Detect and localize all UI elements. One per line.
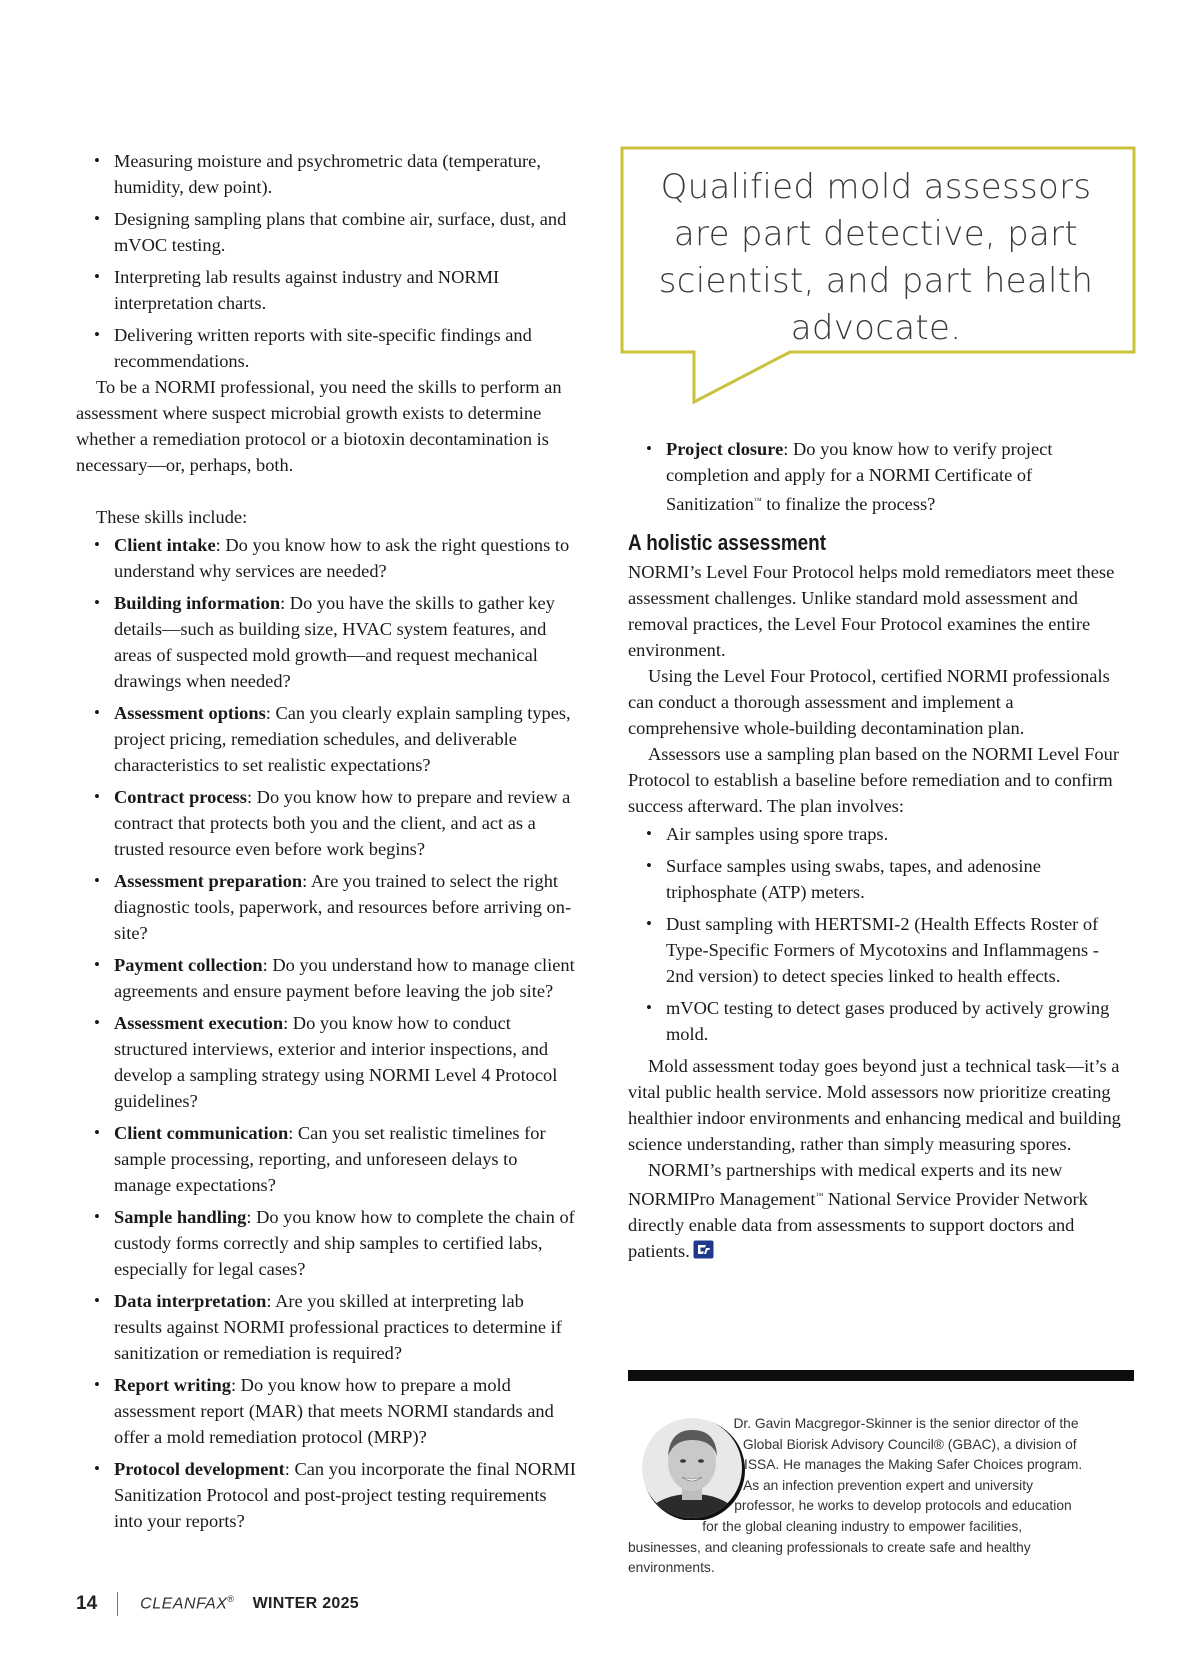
skill-term: Report writing [114,1375,231,1395]
skill-term: Building information [114,593,281,613]
skill-text: : Do you understand how to manage client agreements and ensure payment before leaving the job site? [114,955,575,1001]
skill-text: : Do you know how to conduct structured interviews, exterior and interior inspections, and develop a sampling strategy using NORMI Level 4 Protocol guidelines? [114,1013,558,1111]
list-item [76,952,576,1004]
magazine-name: CLEANFAX® [140,1594,235,1613]
trademark: ™ [753,496,762,505]
list-item [76,868,576,946]
skill-term: Assessment preparation [114,871,303,891]
trademark: ™ [815,1191,824,1201]
skill-text: : Can you incorporate the final NORMI Sanitization Protocol and post-project testing requirements into your reports? [114,1459,576,1531]
paragraph: Mold assessment today goes beyond just a technical task—it’s a vital public health service. Mold assessors now prioritize creating healthier indoor environments and enhancing medical and building science understanding, rather than simply measuring spores. [628,1056,1121,1155]
skill-text: : Do you have the skills to gather key details—such as building size, HVAC system features, and areas of suspected mold growth—and request mechanical drawings when needed? [114,593,555,691]
list-item: • Dust sampling with HERTSMI-2 (Health Effects Roster of Type-Specific Formers of Mycotoxins and Inflammagens - 2nd version) to detect species linked to health effects. [628,911,1128,989]
list-item [76,700,576,778]
paragraph: Assessors use a sampling plan based on the NORMI Level Four Protocol to establish a baseline before remediation and to confirm success afterward. The plan involves: [628,744,1119,817]
skill-text: : Do you know how to prepare a mold assessment report (MAR) that meets NORMI standards and offer a mold remediation protocol (MRP)? [114,1375,554,1447]
bio-divider [628,1370,1134,1381]
skill-term: Protocol development [114,1459,285,1479]
intro-paragraph: To be a NORMI professional, you need the skills to perform an assessment where suspect microbial growth exists to determine whether a remediation protocol or a biotoxin decontamination is necessary—or, perhaps, both. [76,377,562,475]
skill-term: Sample handling [114,1207,247,1227]
list-item: • Designing sampling plans that combine air, surface, dust, and mVOC testing. [76,206,576,258]
pull-quote [620,146,1136,408]
end-mark-icon [693,1240,714,1259]
list-item [628,436,1128,517]
list-item [76,1372,576,1450]
left-column [76,148,576,1540]
issue-label: WINTER 2025 [252,1595,360,1612]
skill-text: : Can you clearly explain sampling types, project pricing, remediation schedules, and deliverable characteristics to set realistic expectations? [114,703,571,775]
top-bullet-list [76,148,576,374]
right-column [628,436,1128,1264]
list-item: • Interpreting lab results against industry and NORMI interpretation charts. [76,264,576,316]
list-item: • Surface samples using swabs, tapes, and adenosine triphosphate (ATP) meters. [628,853,1128,905]
list-item [76,532,576,584]
skill-text: : Are you trained to select the right diagnostic tools, paperwork, and resources before arriving on-site? [114,871,572,943]
list-item [76,1204,576,1282]
skill-term: Client intake [114,535,216,555]
skill-text: : Can you set realistic timelines for sample processing, reporting, and unforeseen delays to manage expectations? [114,1123,546,1195]
skill-term: Data interpretation [114,1291,267,1311]
list-item: • Air samples using spore traps. [628,821,1128,847]
final-text-end: National Service Provider Network directly enable data from assessments to support doctors and patients. [628,1189,1088,1262]
list-item [76,1288,576,1366]
plan-bullet-list [628,821,1128,1047]
skills-list [76,532,576,1534]
list-item [76,1456,576,1534]
skill-term: Contract process [114,787,247,807]
list-item [76,1010,576,1114]
paragraph: Using the Level Four Protocol, certified NORMI professionals can conduct a thorough assessment and implement a comprehensive whole-building decontamination plan. [628,666,1110,739]
skill-term: Client communication [114,1123,289,1143]
skills-lead: These skills include: [96,507,248,527]
list-item: • mVOC testing to detect gases produced by actively growing mold. [628,995,1128,1047]
skill-term: Assessment options [114,703,266,723]
list-item [76,1120,576,1198]
final-paragraph [628,1157,1128,1264]
skill-text: : Are you skilled at interpreting lab results against NORMI professional practices to determine if sanitization or remediation is required? [114,1291,562,1363]
page-footer [76,1590,359,1618]
closure-text-end: to finalize the process? [761,494,936,515]
skill-term: Assessment execution [114,1013,284,1033]
page-number: 14 [76,1593,98,1614]
skill-text: : Do you know how to ask the right questions to understand why services are needed? [114,535,570,581]
skill-text: : Do you know how to complete the chain of custody forms correctly and ship samples to certified labs, especially for legal cases? [114,1207,575,1279]
closure-term: Project closure [666,439,784,459]
footer-divider [117,1592,118,1616]
section-heading: A holistic assessment [628,530,827,556]
final-text: NORMI’s partnerships with medical experts and its new NORMIPro Management [628,1160,1063,1210]
paragraph: NORMI’s Level Four Protocol helps mold remediators meet these assessment challenges. Unlike standard mold assessment and removal practices, the Level Four Protocol examines the entire environment. [628,562,1115,661]
skill-term: Payment collection [114,955,263,975]
closure-text: : Do you know how to verify project completion and apply for a NORMI Certificate of Sanitization [666,439,1053,515]
list-item: • Measuring moisture and psychrometric data (temperature, humidity, dew point). [76,148,576,200]
author-photo [628,1416,746,1520]
list-item: • Delivering written reports with site-specific findings and recommendations. [76,322,576,374]
closure-list [628,436,1128,517]
list-item [76,784,576,862]
bio-text: Dr. Gavin Macgregor-Skinner is the senior director of the Global Biorisk Advisory Council® (GBAC), a division of ISSA. He manages the Making Safer Choices program. As an infection prevention expert and university professor, he works to develop protocols and education for the global cleaning industry to empower facilities, businesses, and cleaning professionals to create safe and healthy environments. [628,1416,1083,1576]
skill-text: : Do you know how to prepare and review a contract that protects both you and the client, and act as a trusted resource even before work begins? [114,787,571,859]
list-item [76,590,576,694]
author-bio [628,1414,1084,1579]
pull-quote-text: Qualified mold assessors are part detective, part scientist, and part health advocate. [658,167,1094,348]
